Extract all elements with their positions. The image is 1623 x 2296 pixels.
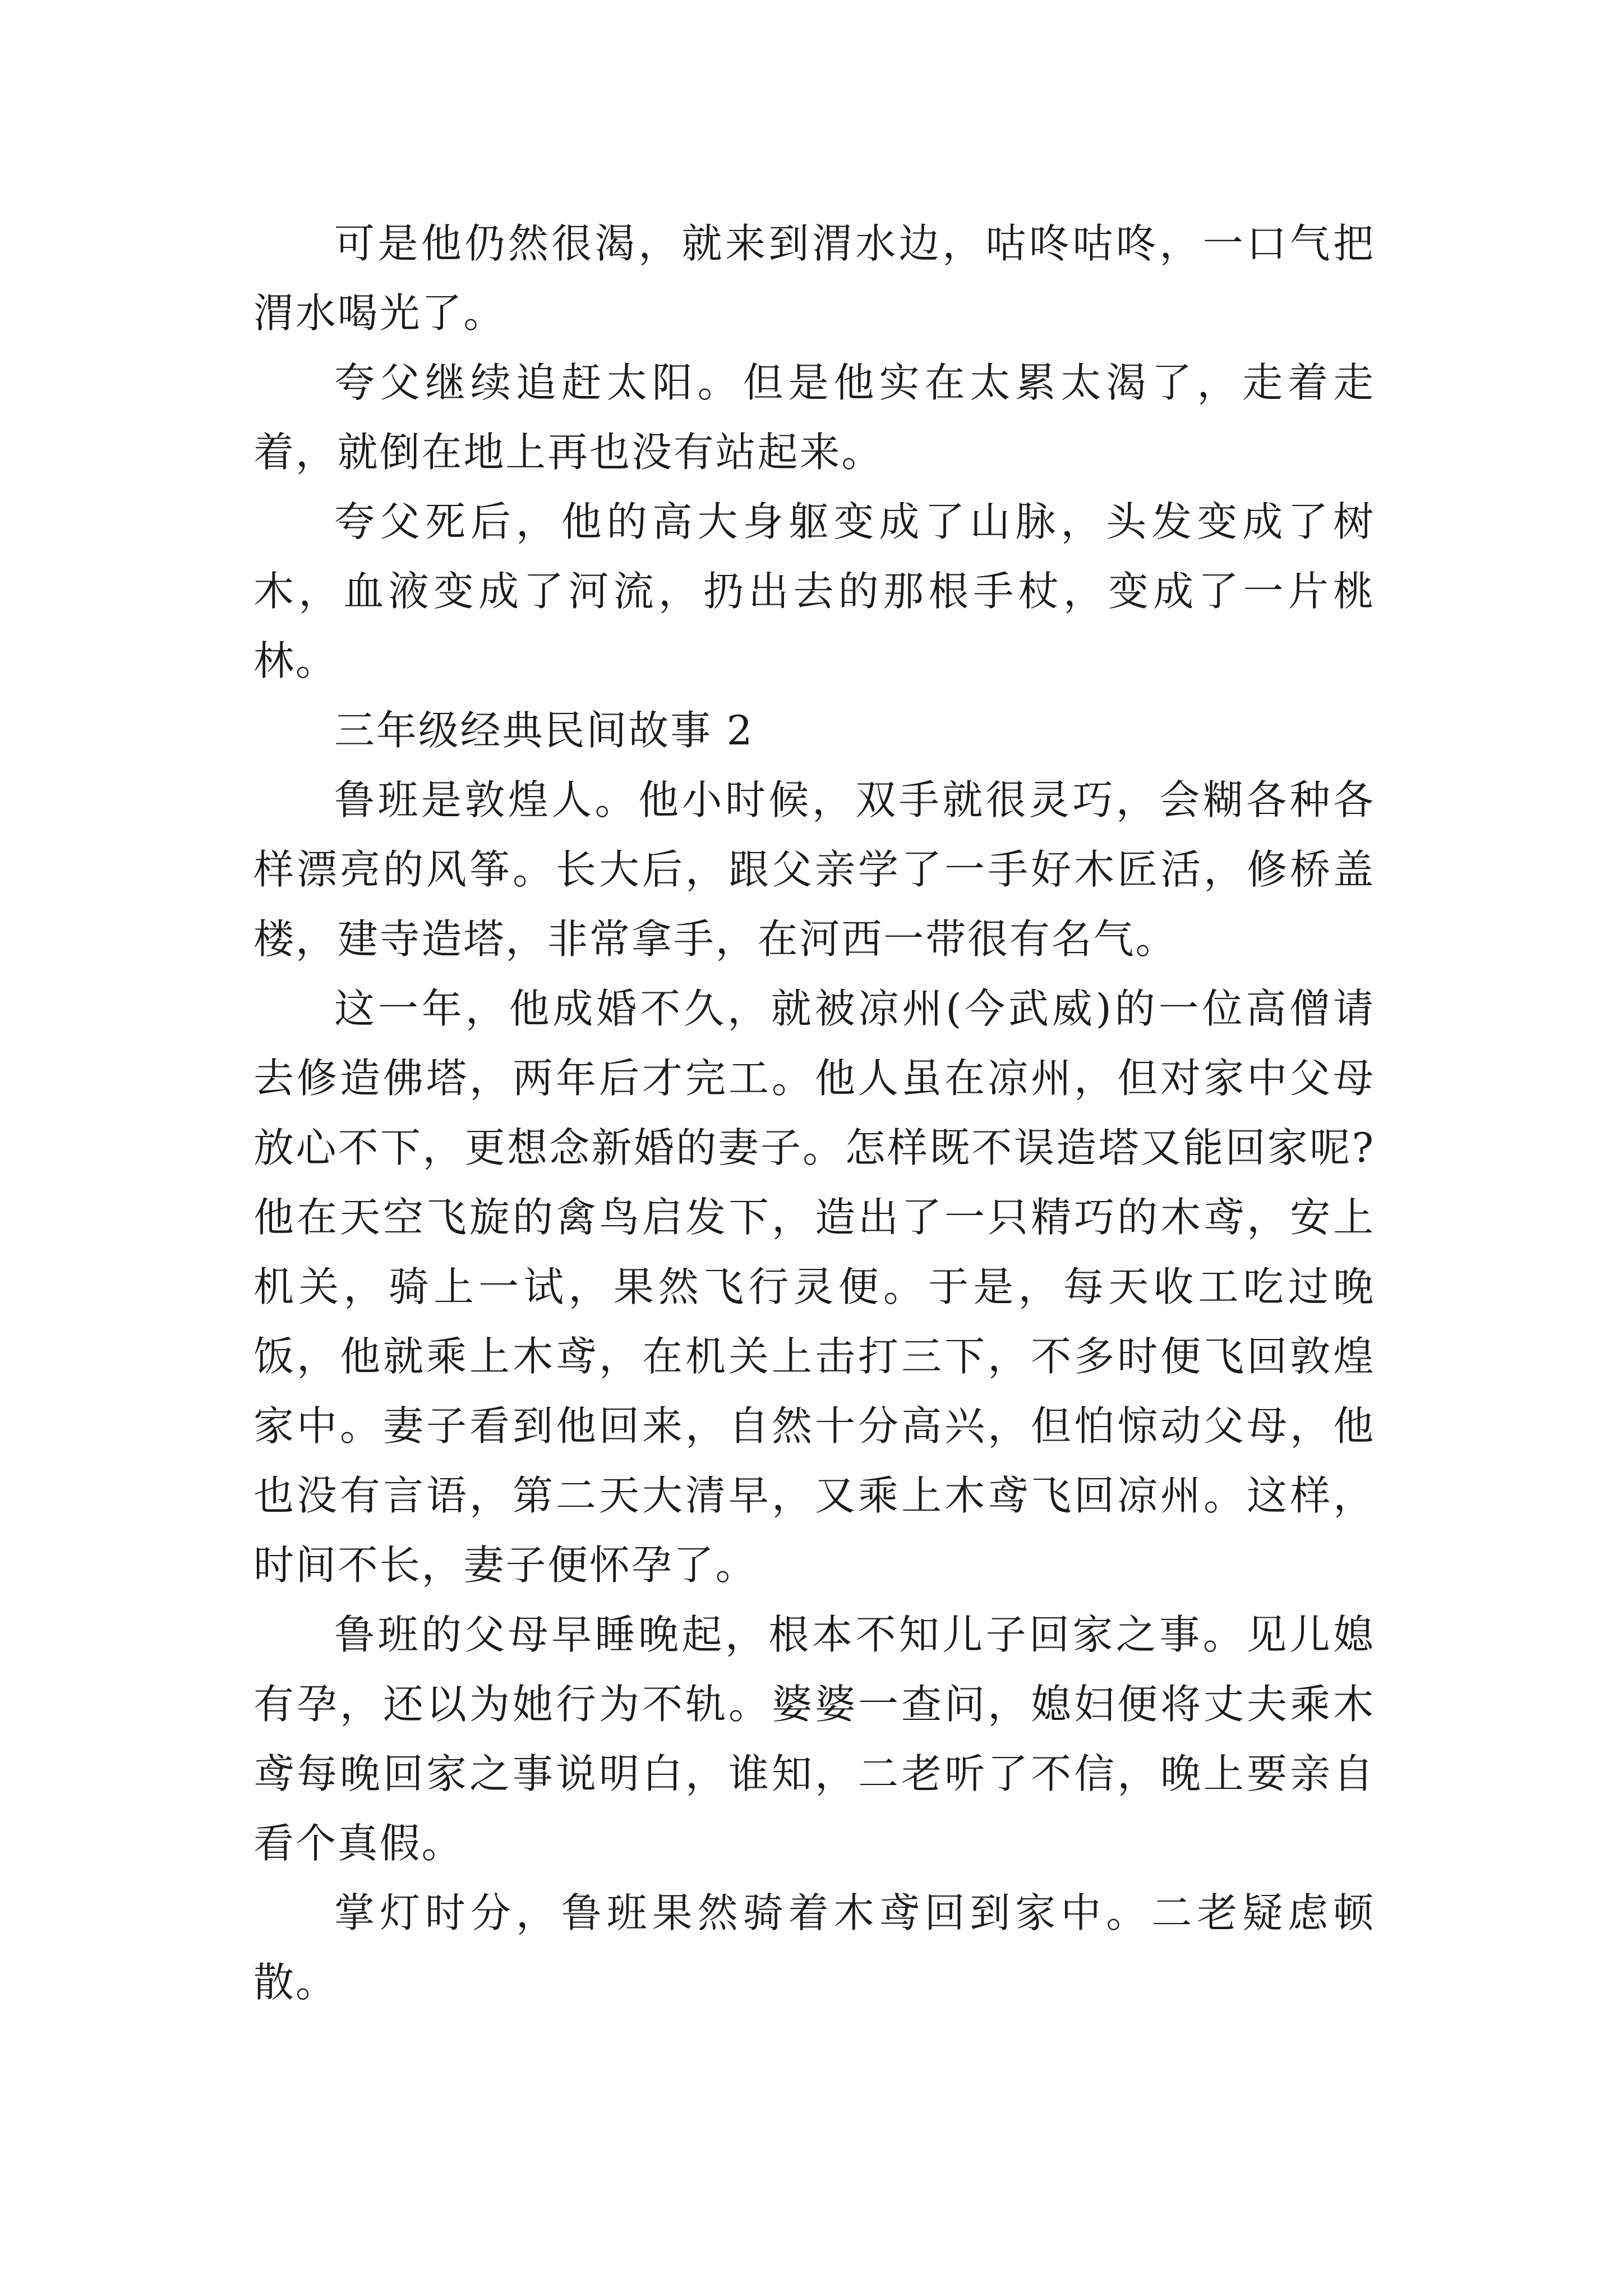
paragraph: 掌灯时分，鲁班果然骑着木鸢回到家中。二老疑虑顿散。 [253, 1889, 1375, 2006]
paragraph: 鲁班是敦煌人。他小时候，双手就很灵巧，会糊各种各样漂亮的风筝。长大后，跟父亲学了一手好木匠活，修桥盖楼，建寺造塔，非常拿手，在河西一带很有名气。 [253, 776, 1375, 963]
paragraph: 鲁班的父母早睡晚起，根本不知儿子回家之事。见儿媳有孕，还以为她行为不轨。婆婆一查问，媳妇便将丈夫乘木鸢每晚回家之事说明白，谁知，二老听了不信，晚上要亲自看个真假。 [253, 1611, 1375, 1867]
paragraph: 这一年，他成婚不久，就被凉州(今武威)的一位高僧请去修造佛塔，两年后才完工。他人虽在凉州，但对家中父母放心不下，更想念新婚的妻子。怎样既不误造塔又能回家呢?他在天空飞旋的禽鸟启发下，造出了一只精巧的木鸢，安上机关，骑上一试，果然飞行灵便。于是，每天收工吃过晚饭，他就乘上木鸢，在机关上击打三下，不多时便飞回敦煌家中。妻子看到他回来，自然十分高兴，但怕惊动父母，他也没有言语，第二天大清早，又乘上木鸢飞回凉州。这样，时间不长，妻子便怀孕了。 [253, 985, 1375, 1589]
paragraph: 可是他仍然很渴，就来到渭水边，咕咚咕咚，一口气把渭水喝光了。 [253, 220, 1375, 337]
section-heading: 三年级经典民间故事 2 [334, 707, 754, 754]
document-body [253, 209, 1375, 2017]
paragraph: 夸父继续追赶太阳。但是他实在太累太渴了，走着走着，就倒在地上再也没有站起来。 [253, 359, 1375, 476]
paragraph: 夸父死后，他的高大身躯变成了山脉，头发变成了树木，血液变成了河流，扔出去的那根手杖，变成了一片桃林。 [253, 498, 1375, 684]
